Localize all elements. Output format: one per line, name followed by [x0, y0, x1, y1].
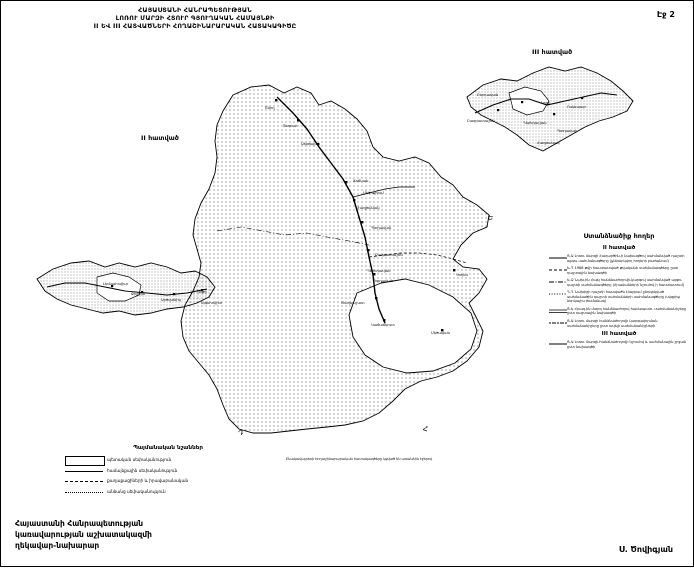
place-label: Դեբեդավան	[523, 121, 547, 125]
solid-line-icon	[549, 340, 567, 347]
title-line-2: ԼՈՌՈՒ ՄԱՐԶԻ ՀՏՈՒՐ ԳՅՈՒՂԱԿԱՆ ՀԱՄԱՅՆՔԻ	[115, 14, 275, 22]
legend-item	[549, 340, 689, 349]
legend-group-head-2: II հատված	[602, 245, 636, 251]
place-label: Պտղավան	[557, 129, 578, 133]
legend-item-text: պետական սեփականություն	[107, 457, 172, 463]
dotted-line-icon	[63, 488, 107, 496]
solid-line-icon	[63, 467, 107, 475]
place-label: Ախթալա	[301, 142, 318, 146]
legend-conventional-signs	[63, 445, 273, 498]
double-line-icon	[549, 307, 567, 314]
place-label: Կաճաճկուտ	[371, 323, 395, 327]
box-swatch-icon	[63, 456, 107, 464]
legend-item	[549, 290, 689, 304]
place-label: Պտղավան	[373, 279, 394, 283]
place-label: Կոթի	[197, 290, 207, 294]
footer-credit-line-1: Հայաստանի Հանրապետության	[15, 519, 144, 528]
place-label: Տեղուտ	[283, 124, 298, 128]
chain-line-icon	[549, 319, 567, 326]
footer-signature: Ս. Ծովիգյան	[618, 545, 673, 554]
legend-group-head-3: III հատված	[601, 331, 637, 338]
legend-item-text: Ե-Զ Նախ.ին Հայկ հանձնաժողովի-կարգով սահմանված այգու դաշտի սահմանագծերը (Հրամանների նշումով ի հաստատում)	[567, 278, 685, 287]
legend-item-text: Դ-Ղ Նախիջի դաշտի հատվածն է/այգում ընդգրկված սահմանածին դաշտի սահմանների սահմանագծերը (սկզբից ներկայիս ժամանակ)	[567, 290, 680, 304]
place-label: Բագրատաշեն	[375, 253, 403, 257]
sheet-number: Էջ 2	[656, 10, 675, 19]
legend-item-text: քաղաքացիների և իրավաբանական	[107, 478, 189, 484]
legend-item	[549, 278, 689, 287]
place-label: Կողես	[456, 273, 468, 277]
legend-item	[63, 477, 273, 485]
map-label-section-3: III հատված	[532, 48, 573, 56]
place-label: Բերդավան	[477, 93, 499, 97]
footer-credit-line-2: կառավարության աշխատակազմի	[15, 529, 152, 539]
legend-item-text: համայնքային սեփականություն	[107, 467, 178, 473]
legend-item	[63, 456, 273, 464]
region-2-outline	[181, 85, 489, 433]
place-label: Հաղթանակ	[357, 206, 380, 210]
dashed-line-icon	[63, 477, 107, 485]
place-label: Արծվանիկ	[161, 298, 181, 302]
legend-title: Ստանձնածիք հողեր	[583, 232, 655, 240]
legend-item	[549, 307, 689, 316]
legend-item-text: Ց-Ե Հրազ.ին մարզ հանձնաժողով համապատ. սահմանանիշերը ըստ դաշտային նախագծի	[567, 306, 687, 316]
place-label: Այգեհովիտ	[201, 301, 222, 305]
footer-credit	[15, 519, 152, 552]
dashed-line-icon	[549, 266, 567, 273]
legend-item	[549, 266, 689, 275]
axis-letter-h: Հ	[423, 425, 429, 433]
dotted-line-icon	[549, 290, 567, 297]
place-label: Հաղթանակ	[537, 141, 560, 145]
map-footnote: Բնակավայրերի հողաշինարարական հատակագծերը կցված են առանձին էջերով	[285, 457, 433, 461]
map-label-section-2: II հատված	[141, 134, 179, 142]
axis-letter-d: Դ	[238, 429, 244, 437]
place-label: Դեբեդավան	[367, 269, 391, 273]
legend-boundaries	[549, 232, 689, 352]
place-label: Շնող	[265, 106, 275, 110]
place-label: Մեծ Այրում	[363, 191, 384, 195]
legend-item-text: Ց-Ա Լոռու մարզի Հաղարծին-ի նախագծով սահմանված դաշտի այգու սահմանագծերը (քննարկվող հողերի բաժանում)	[567, 254, 685, 263]
title-line-1: ՀԱՅԱՍՏԱՆԻ ՀԱՆՐԱՊԵՏՈՒԹՅԱՆ	[138, 7, 252, 14]
axis-letter-e: Ե	[488, 214, 494, 222]
legend-item-text: անձանց սեփականություն	[107, 488, 166, 494]
place-label: Ջիլիզա	[131, 292, 146, 296]
legend-bottom-title: Պայմանական նշաններ	[133, 445, 203, 451]
legend-item	[549, 254, 689, 263]
solid-line-icon	[549, 254, 567, 261]
dot-dash-line-icon	[549, 278, 567, 285]
place-label: Բագրատաշեն	[467, 119, 495, 123]
place-label: Ծաղկաշատ	[341, 301, 365, 305]
place-label: Մեծավան	[431, 331, 450, 335]
place-label: Ճոճկան	[353, 179, 369, 183]
place-label: Ոսկեպար	[567, 105, 586, 109]
region-3-block	[467, 67, 633, 151]
footer-credit-line-3: ղեկավար-նախարար	[15, 540, 100, 550]
legend-item-text: Ց-Ա Լոռու մարզի հանձնաժողովի կարգավորման սահմանանիշերը ըստ ավելի սահմանանիշների	[567, 319, 658, 328]
legend-item-text: Ց-Ա Լոռու մարզի-հանձնաժողովի նշումով և սահմանային շրջան ըստ նախագծի	[567, 340, 687, 349]
legend-item-text: Ե-Դ 1988 թվի հաստատված թվականի սահմանագծերը ըստ դաշտային նախագծի	[567, 266, 679, 275]
legend-item	[549, 319, 689, 328]
place-label: Կողբ	[541, 101, 551, 105]
legend-item	[63, 488, 273, 496]
place-label: Պտղավան	[371, 226, 392, 230]
place-label: Լեռնահովիտ	[103, 282, 128, 286]
legend-item	[63, 467, 273, 475]
title-line-3: II ԵՎ III ՀԱՏՎԱԾՆԵՐԻ ՀՈՂԱՇԻՆԱՐԱՐԱԿԱՆ ՀԱՏԱԿԱԳԻԾԸ	[93, 22, 297, 30]
